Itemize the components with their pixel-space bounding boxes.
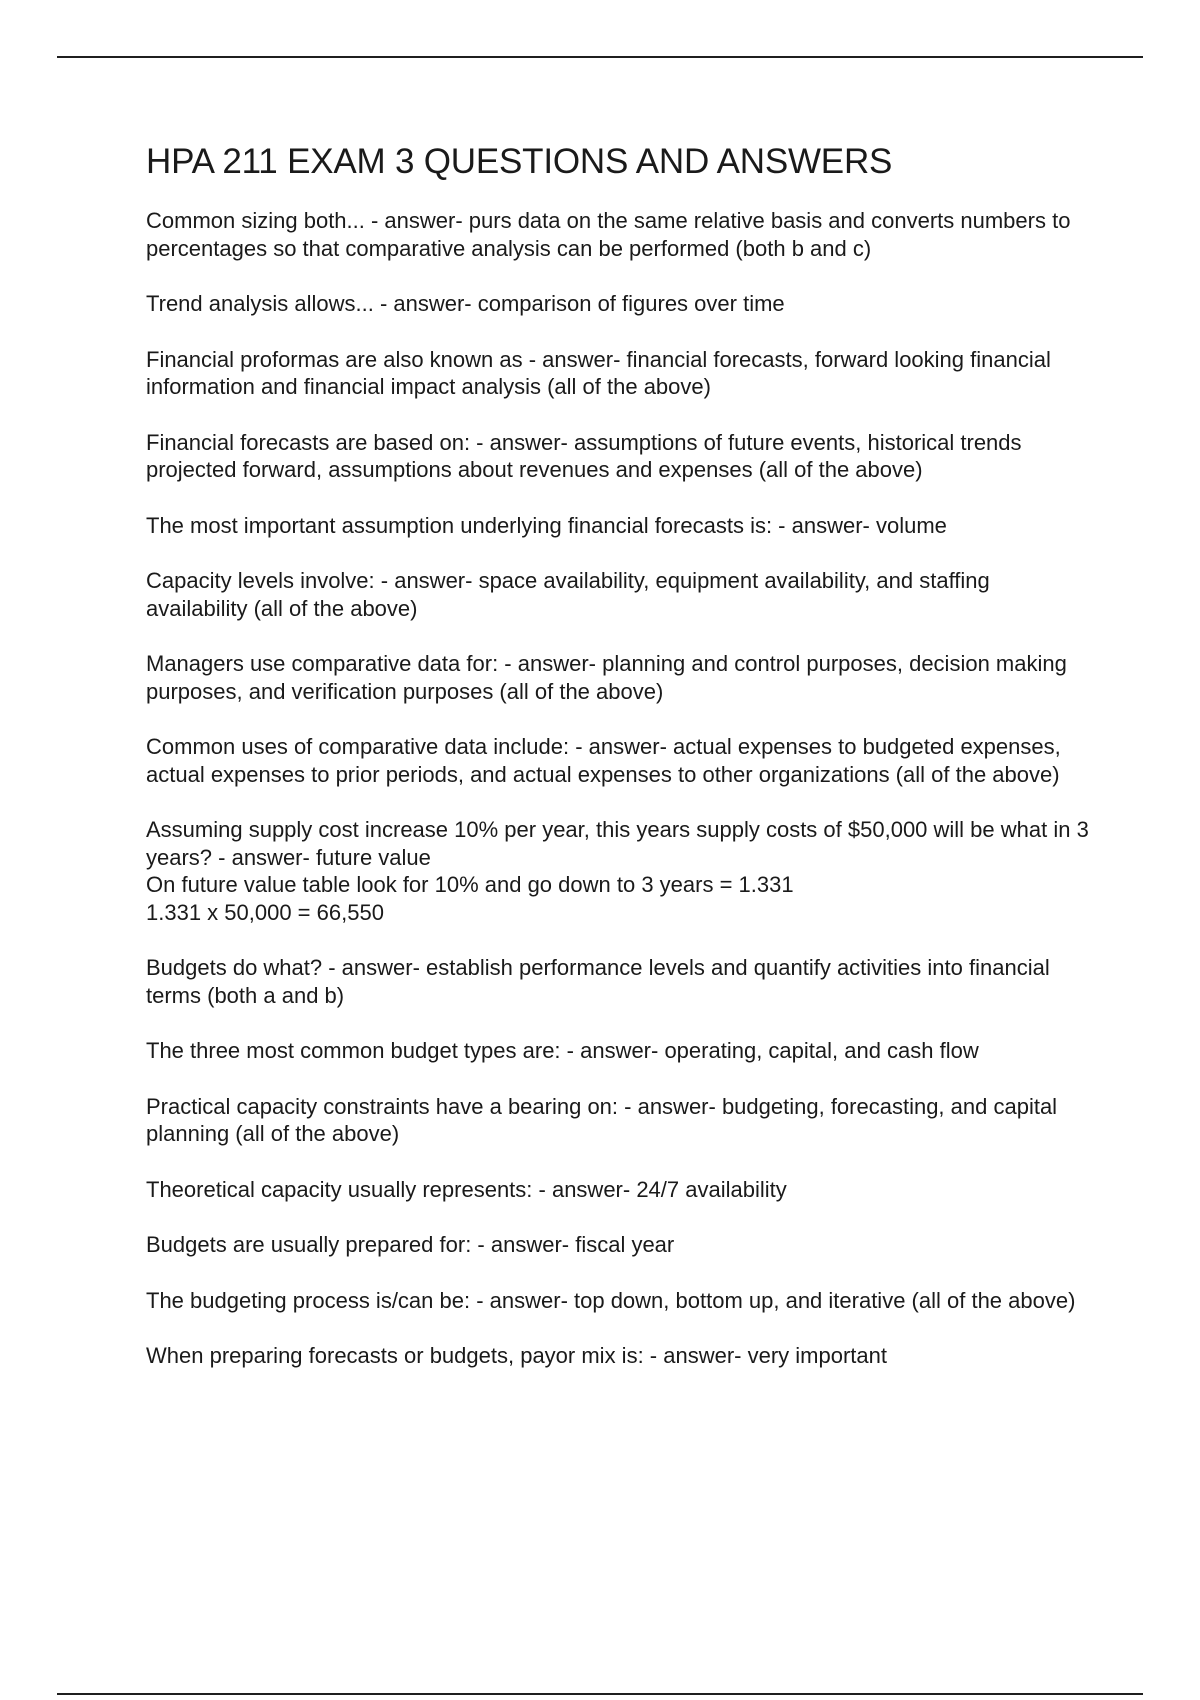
- qa-item: Practical capacity constraints have a bearing on: - answer- budgeting, forecasting, and capital planning (all of the above): [146, 1093, 1058, 1146]
- document-body: [146, 142, 1096, 1398]
- document-title: HPA 211 EXAM 3 QUESTIONS AND ANSWERS: [146, 142, 893, 181]
- qa-item: The three most common budget types are: - answer- operating, capital, and cash flow: [146, 1038, 979, 1063]
- qa-item: When preparing forecasts or budgets, payor mix is: - answer- very important: [146, 1343, 887, 1368]
- qa-item: Common sizing both... - answer- purs data on the same relative basis and converts numbers to percentages so that comparative analysis can be performed (both b and c): [146, 208, 1071, 261]
- qa-item: Financial proformas are also known as - answer- financial forecasts, forward looking financial information and financial impact analysis (all of the above): [146, 346, 1051, 399]
- top-divider: [57, 56, 1143, 58]
- qa-item: Managers use comparative data for: - answer- planning and control purposes, decision making purposes, and verification purposes (all of the above): [146, 651, 1067, 704]
- qa-item: Budgets are usually prepared for: - answer- fiscal year: [146, 1232, 675, 1257]
- qa-item: Assuming supply cost increase 10% per year, this years supply costs of $50,000 will be what in 3 years? - answer- future value On future value table look for 10% and go down to 3 years = 1.331 1.331 x 50,000 = 66,550: [146, 817, 1089, 925]
- qa-item: The budgeting process is/can be: - answer- top down, bottom up, and iterative (all of the above): [146, 1287, 1076, 1313]
- qa-item: Budgets do what? - answer- establish performance levels and quantify activities into financial terms (both a and b): [146, 955, 1050, 1008]
- qa-item: Common uses of comparative data include: - answer- actual expenses to budgeted expenses, actual expenses to prior periods, and actual expenses to other organizations (all of the above): [146, 734, 1061, 787]
- qa-item: The most important assumption underlying financial forecasts is: - answer- volume: [146, 512, 947, 538]
- bottom-divider: [57, 1693, 1143, 1695]
- qa-item: Theoretical capacity usually represents: - answer- 24/7 availability: [146, 1176, 787, 1202]
- qa-item: Financial forecasts are based on: - answer- assumptions of future events, historical trends projected forward, assumptions about revenues and expenses (all of the above): [146, 429, 1022, 482]
- qa-item: Capacity levels involve: - answer- space availability, equipment availability, and staffing availability (all of the above): [146, 568, 990, 621]
- qa-item: Trend analysis allows... - answer- comparison of figures over time: [146, 291, 785, 316]
